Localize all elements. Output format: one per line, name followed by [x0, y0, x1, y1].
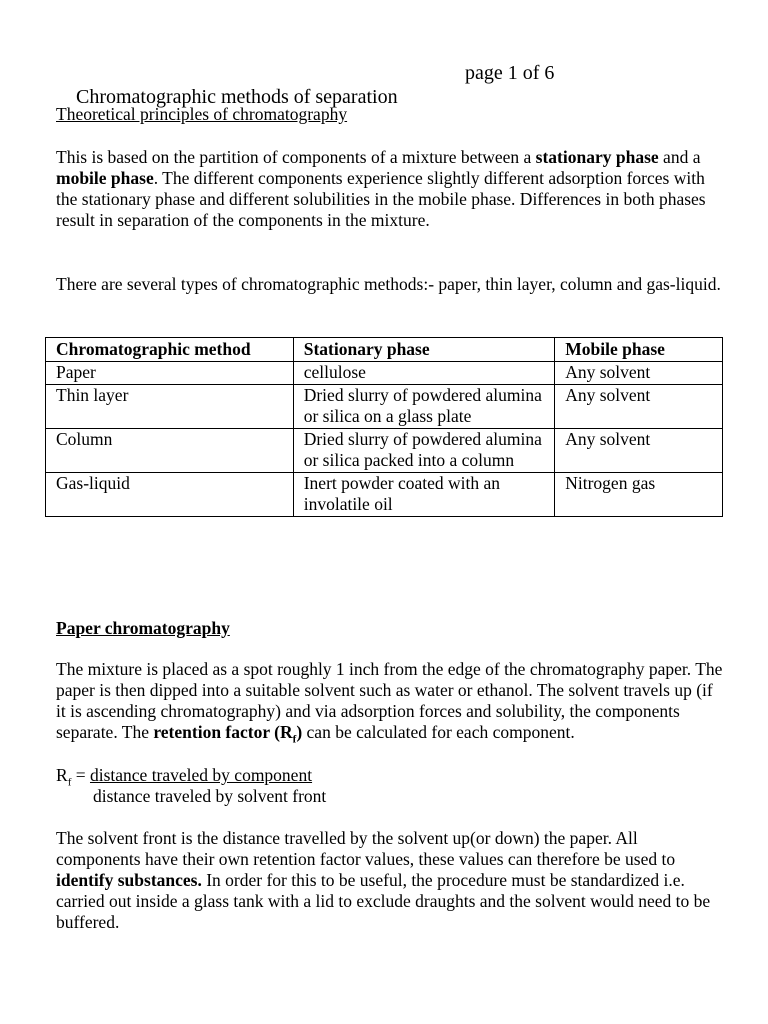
table-header-row	[46, 338, 723, 362]
types-paragraph: There are several types of chromatographic methods:- paper, thin layer, column and gas-liquid.	[56, 274, 721, 294]
table-cell: Nitrogen gas	[555, 473, 723, 517]
table-cell: Paper	[46, 362, 294, 385]
table-row	[46, 385, 723, 429]
paper-paragraph: The mixture is placed as a spot roughly 1 inch from the edge of the chromatography paper. The paper is then dipped into a suitable solvent such as water or ethanol. The solvent travels up (if it is ascending chromatography) and via adsorption forces and solubility, the components separate. The retention factor $(R_f)$ can be calculated for each component.	[56, 659, 723, 746]
rf-numerator: distance traveled by component	[89, 765, 313, 785]
table-cell: Any solvent	[555, 362, 723, 385]
table-cell: Any solvent	[555, 385, 723, 429]
section-heading-paper: Paper chromatography	[56, 618, 230, 638]
table-row	[46, 362, 723, 385]
table-cell: Column	[46, 429, 294, 473]
table-cell: Thin layer	[46, 385, 294, 429]
table-cell: Any solvent	[555, 429, 723, 473]
table-cell: Dried slurry of powdered alumina or silica on a glass plate	[293, 385, 555, 429]
page-indicator: page 1 of 6	[465, 62, 555, 84]
theory-paragraph: This is based on the partition of components of a mixture between a stationary phase and a mobile phase. The different components experience slightly different adsorption forces with the stationary phase and different solubilities in the mobile phase. Differences in both phases result in separation of the components in the mixture.	[56, 147, 706, 230]
rf-denominator: distance traveled by solvent front	[93, 786, 327, 806]
section-heading-theory: Theoretical principles of chromatography	[56, 104, 348, 124]
table-cell: cellulose	[293, 362, 555, 385]
table-cell: Gas-liquid	[46, 473, 294, 517]
table-row	[46, 473, 723, 517]
table-header-cell: Stationary phase	[293, 338, 555, 362]
table-header-cell: Mobile phase	[555, 338, 723, 362]
table-row	[46, 429, 723, 473]
rf-formula	[56, 765, 726, 807]
title-text: Chromatographic methods of separation	[76, 86, 398, 108]
table-cell: Inert powder coated with an involatile oil	[293, 473, 555, 517]
table-header-cell: Chromatographic method	[46, 338, 294, 362]
rf-numerator-line: $R_f$ = distance traveled by component	[56, 765, 313, 789]
methods-table	[45, 337, 723, 517]
table-cell: Dried slurry of powdered alumina or silica packed into a column	[293, 429, 555, 473]
solvent-front-paragraph: The solvent front is the distance travelled by the solvent up(or down) the paper. All components have their own retention factor values, these values can therefore be used to identify substances. In order for this to be useful, the procedure must be standardized i.e. carried out inside a glass tank with a lid to exclude draughts and the solvent would need to be buffered.	[56, 828, 711, 932]
